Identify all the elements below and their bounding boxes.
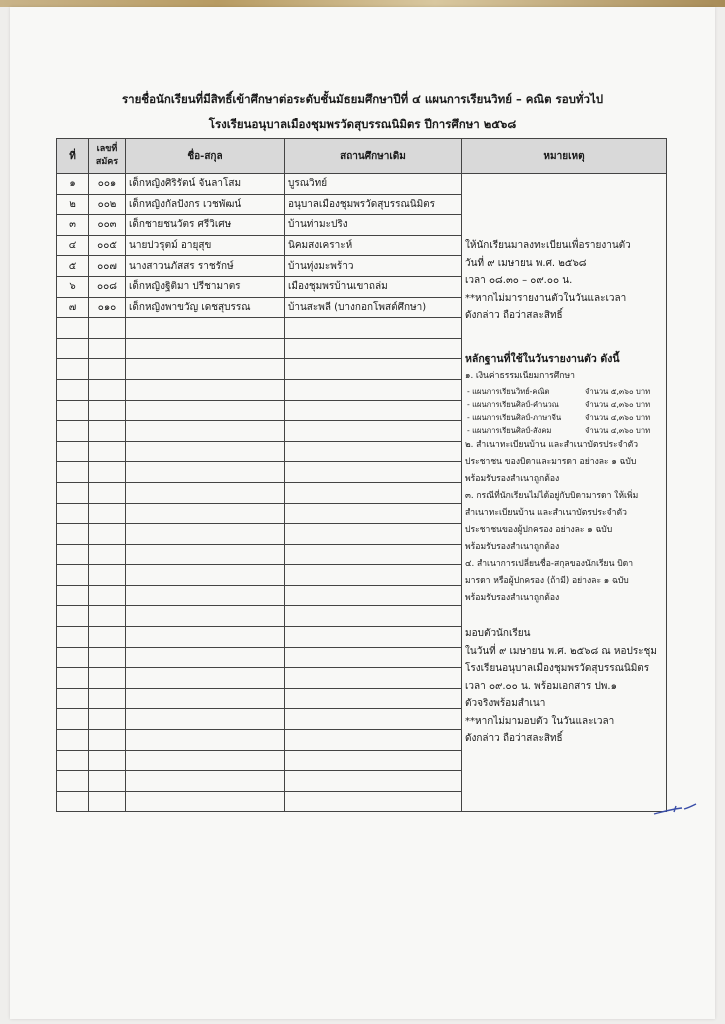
cell-id: ๐๐๒ [89, 194, 126, 215]
cell-name [126, 482, 285, 503]
remark-line: หลักฐานที่ใช้ในวันรายงานตัว ดังนี้ [465, 352, 620, 365]
remark-line: ดังกล่าว ถือว่าสละสิทธิ์ [465, 733, 563, 745]
cell-name: นายปวรุตม์ อายุสุข [126, 235, 285, 256]
cell-name [126, 318, 285, 339]
cell-school [285, 647, 462, 668]
cell-id [89, 400, 126, 421]
col-header-no: ที่ [57, 139, 89, 174]
cell-id: ๐๐๓ [89, 215, 126, 236]
remark-line: ให้นักเรียนมาลงทะเบียนเพื่อรายงานตัว [465, 240, 631, 252]
cell-no [57, 400, 89, 421]
cell-id [89, 421, 126, 442]
cell-school [285, 627, 462, 648]
cell-id [89, 709, 126, 730]
cell-id: ๐๐๗ [89, 256, 126, 277]
cell-name [126, 750, 285, 771]
cell-id: ๐๐๘ [89, 276, 126, 297]
cell-no [57, 359, 89, 380]
fee-amount: จำนวน ๔,๓๖๐ บาท [585, 400, 651, 410]
cell-no [57, 482, 89, 503]
cell-school [285, 709, 462, 730]
remark-line: ๔. สำเนาการเปลี่ยนชื่อ-สกุลของนักเรียน บิดา [465, 559, 634, 570]
cell-name [126, 379, 285, 400]
cell-school [285, 318, 462, 339]
remark-line: พร้อมรับรองสำเนาถูกต้อง [465, 593, 560, 604]
cell-school [285, 606, 462, 627]
table-header-row [57, 139, 667, 174]
cell-school [285, 359, 462, 380]
cell-id [89, 585, 126, 606]
remark-line: พร้อมรับรองสำเนาถูกต้อง [465, 542, 560, 553]
cell-no [57, 441, 89, 462]
cell-id: ๐๐๕ [89, 235, 126, 256]
cell-school [285, 482, 462, 503]
cell-no [57, 688, 89, 709]
cell-no [57, 565, 89, 586]
remark-cell [462, 174, 667, 812]
cell-id [89, 565, 126, 586]
cell-id [89, 359, 126, 380]
cell-id [89, 544, 126, 565]
cell-no: ๑ [57, 174, 89, 195]
remark-line: ๒. สำเนาทะเบียนบ้าน และสำเนาบัตรประจำตัว [465, 440, 639, 451]
cell-id [89, 462, 126, 483]
remark-line: ในวันที่ ๙ เมษายน พ.ศ. ๒๕๖๘ ณ หอประชุม [465, 645, 657, 657]
document-subtitle: โรงเรียนอนุบาลเมืองชุมพรวัดสุบรรณนิมิตร ปีการศึกษา ๒๕๖๘ [208, 117, 517, 131]
cell-no [57, 585, 89, 606]
cell-no [57, 709, 89, 730]
cell-id: ๐๐๑ [89, 174, 126, 195]
cell-no [57, 379, 89, 400]
remark-line: ๑. เงินค่าธรรมเนียมการศึกษา [465, 371, 575, 382]
remark-line: ดังกล่าว ถือว่าสละสิทธิ์ [465, 310, 563, 322]
remark-line: เวลา ๐๘.๓๐ – ๐๙.๐๐ น. [465, 275, 573, 287]
cell-no [57, 338, 89, 359]
cell-school [285, 668, 462, 689]
cell-id [89, 668, 126, 689]
cell-school [285, 379, 462, 400]
cell-school: บ้านท่ามะปริง [285, 215, 462, 236]
fee-label: - แผนการเรียนศิลป์-สังคม [467, 426, 552, 436]
cell-name [126, 359, 285, 380]
cell-id [89, 379, 126, 400]
cell-name [126, 791, 285, 812]
cell-school: บ้านสะพลี (บางกอกโพสต์ศึกษา) [285, 297, 462, 318]
cell-school [285, 771, 462, 792]
cell-name [126, 462, 285, 483]
remark-line: มารดา หรือผู้ปกครอง (ถ้ามี) อย่างละ ๑ ฉบับ [465, 576, 629, 587]
cell-name [126, 441, 285, 462]
fee-line [465, 385, 663, 398]
cell-id [89, 750, 126, 771]
col-header-school: สถานศึกษาเดิม [285, 139, 462, 174]
cell-no [57, 627, 89, 648]
cell-id [89, 688, 126, 709]
cell-school: นิคมสงเคราะห์ [285, 235, 462, 256]
cell-id [89, 791, 126, 812]
cell-id [89, 771, 126, 792]
cell-id [89, 606, 126, 627]
cell-id [89, 524, 126, 545]
cell-name [126, 668, 285, 689]
fee-label: - แผนการเรียนศิลป์-ภาษาจีน [467, 413, 562, 423]
cell-id [89, 482, 126, 503]
remark-line: ประชาชนของผู้ปกครอง อย่างละ ๑ ฉบับ [465, 525, 613, 536]
cell-no [57, 503, 89, 524]
fee-label: - แผนการเรียนศิลป์-คำนวณ [467, 400, 559, 410]
cell-school [285, 565, 462, 586]
remark-line: พร้อมรับรองสำเนาถูกต้อง [465, 474, 560, 485]
remark-line: **หากไม่มารายงานตัวในวันและเวลา [465, 292, 627, 304]
cell-name: นางสาวนภัสสร ราชรักษ์ [126, 256, 285, 277]
cell-no [57, 791, 89, 812]
fee-amount: จำนวน ๔,๓๖๐ บาท [585, 426, 651, 436]
remark-line: มอบตัวนักเรียน [465, 628, 531, 640]
cell-no: ๔ [57, 235, 89, 256]
cell-school [285, 503, 462, 524]
fee-line [465, 411, 663, 424]
fee-label: - แผนการเรียนวิทย์-คณิต [467, 387, 550, 397]
cell-no [57, 462, 89, 483]
cell-no [57, 647, 89, 668]
col-header-name: ชื่อ-สกุล [126, 139, 285, 174]
cell-no: ๖ [57, 276, 89, 297]
cell-name [126, 606, 285, 627]
cell-id [89, 503, 126, 524]
cell-name [126, 627, 285, 648]
cell-school [285, 338, 462, 359]
cell-name [126, 688, 285, 709]
document-title: รายชื่อนักเรียนที่มีสิทธิ์เข้าศึกษาต่อระดับชั้นมัธยมศึกษาปีที่ ๔ แผนการเรียนวิทย์ – คณิต รอบทั่วไป [121, 92, 604, 106]
cell-name: เด็กหญิงศิริรัตน์ จันลาโสม [126, 174, 285, 195]
remark-line: **หากไม่มามอบตัว ในวันและเวลา [465, 715, 615, 727]
cell-no [57, 318, 89, 339]
cell-name [126, 338, 285, 359]
fee-amount: จำนวน ๔,๓๖๐ บาท [585, 413, 651, 423]
cell-no [57, 606, 89, 627]
cell-no: ๗ [57, 297, 89, 318]
cell-school: อนุบาลเมืองชุมพรวัดสุบรรณนิมิตร [285, 194, 462, 215]
cell-school: เมืองชุมพรบ้านเขาถล่ม [285, 276, 462, 297]
cell-no: ๒ [57, 194, 89, 215]
cell-school [285, 688, 462, 709]
cell-no [57, 750, 89, 771]
cell-no [57, 771, 89, 792]
top-edge [0, 0, 725, 7]
remark-line: สำเนาทะเบียนบ้าน และสำเนาบัตรประจำตัว [465, 508, 627, 519]
cell-id [89, 627, 126, 648]
cell-no: ๕ [57, 256, 89, 277]
cell-no [57, 544, 89, 565]
fee-amount: จำนวน ๕,๓๖๐ บาท [585, 387, 651, 397]
cell-school [285, 441, 462, 462]
remark-line: เวลา ๐๙.๐๐ น. พร้อมเอกสาร ปพ.๑ [465, 680, 617, 692]
cell-name [126, 565, 285, 586]
signature-mark [650, 800, 700, 820]
cell-name [126, 585, 285, 606]
cell-no [57, 668, 89, 689]
cell-no [57, 524, 89, 545]
cell-name [126, 771, 285, 792]
fee-line [465, 424, 663, 437]
cell-name [126, 647, 285, 668]
cell-id: ๐๑๐ [89, 297, 126, 318]
col-header-id: เลขที่สมัคร [89, 139, 126, 174]
remark-line: ประชาชน ของบิดาและมารดา อย่างละ ๑ ฉบับ [465, 457, 637, 468]
cell-school [285, 400, 462, 421]
cell-name: เด็กชายชนวัตร ศรีวิเศษ [126, 215, 285, 236]
cell-school [285, 462, 462, 483]
cell-name [126, 400, 285, 421]
cell-id [89, 441, 126, 462]
cell-name [126, 709, 285, 730]
cell-name [126, 524, 285, 545]
cell-school [285, 750, 462, 771]
cell-school [285, 585, 462, 606]
remark-line: โรงเรียนอนุบาลเมืองชุมพรวัดสุบรรณนิมิตร [465, 663, 650, 675]
cell-school [285, 524, 462, 545]
cell-no [57, 421, 89, 442]
cell-name [126, 544, 285, 565]
cell-name [126, 503, 285, 524]
cell-id [89, 730, 126, 751]
fee-line [465, 398, 663, 411]
cell-no [57, 730, 89, 751]
cell-name [126, 730, 285, 751]
student-table [56, 138, 667, 812]
remark-line: วันที่ ๙ เมษายน พ.ศ. ๒๕๖๘ [465, 257, 587, 269]
cell-id [89, 318, 126, 339]
cell-school: บูรณวิทย์ [285, 174, 462, 195]
remark-line: ๓. กรณีที่นักเรียนไม่ได้อยู่กับบิดามารดา ให้เพิ่ม [465, 491, 639, 502]
cell-name: เด็กหญิงกัลปังกร เวชพัฒน์ [126, 194, 285, 215]
cell-school [285, 544, 462, 565]
cell-school [285, 730, 462, 751]
cell-id [89, 338, 126, 359]
cell-name: เด็กหญิงฐิติมา ปรีชามาตร [126, 276, 285, 297]
table-row [57, 174, 667, 195]
cell-id [89, 647, 126, 668]
cell-school: บ้านทุ่งมะพร้าว [285, 256, 462, 277]
cell-name: เด็กหญิงพาขวัญ เดชสุบรรณ [126, 297, 285, 318]
cell-school [285, 791, 462, 812]
cell-no: ๓ [57, 215, 89, 236]
cell-name [126, 421, 285, 442]
remark-line: ตัวจริงพร้อมสำเนา [465, 698, 546, 710]
cell-school [285, 421, 462, 442]
col-header-remark: หมายเหตุ [462, 139, 667, 174]
